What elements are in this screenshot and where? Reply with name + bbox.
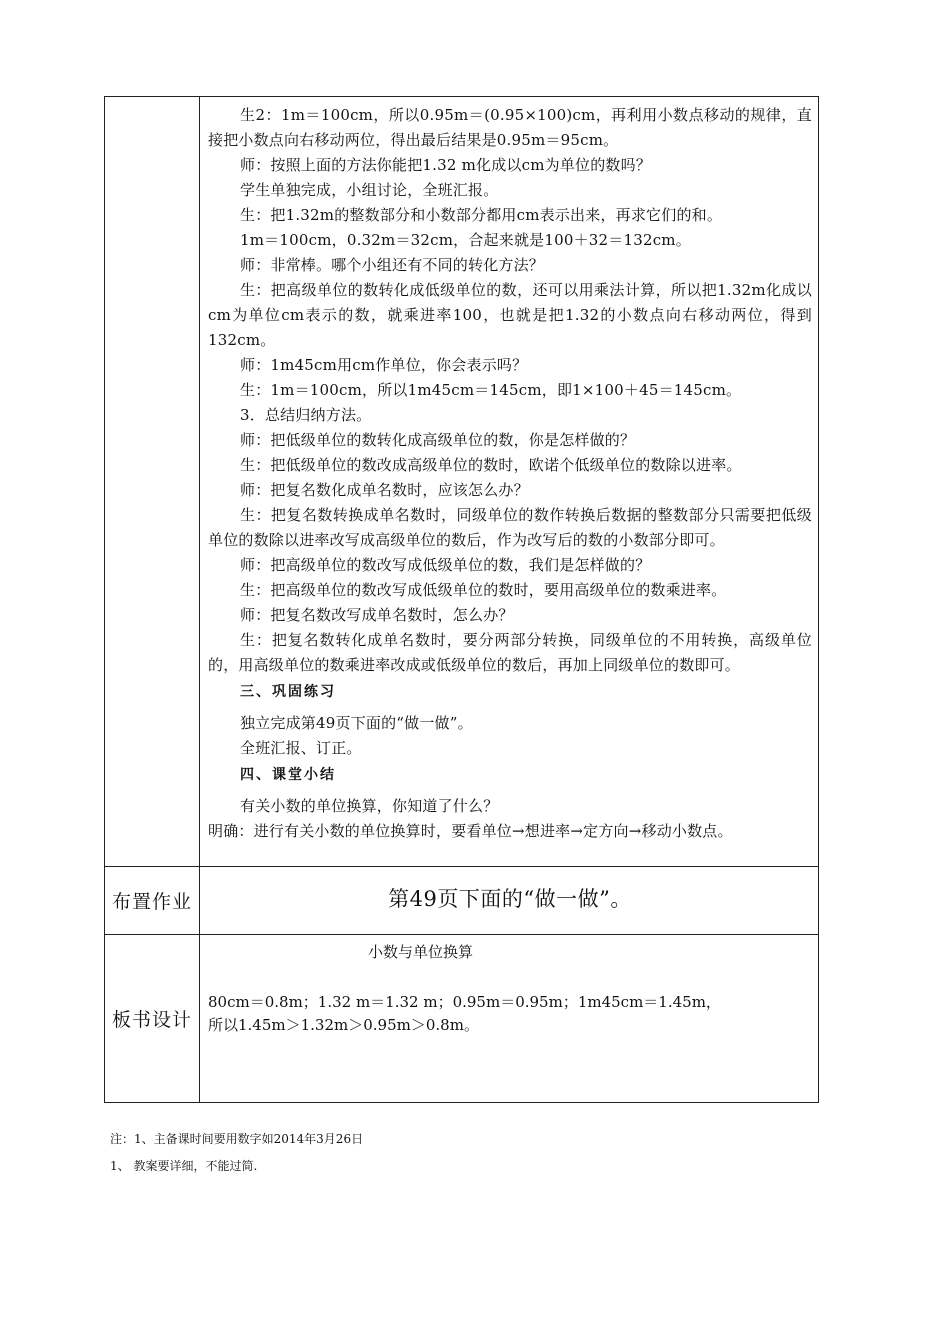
section4-title: 四、课堂小结 [240,767,336,783]
board-label: 板书设计 [105,935,200,1103]
section3-line: 独立完成第49页下面的“做一做”。 [240,714,473,732]
process-paragraph: 师：非常棒。哪个小组还有不同的转化方法？ [240,256,545,274]
homework-label: 布置作业 [105,867,200,935]
footnote-line: 1、 教案要详细，不能过简. [110,1159,258,1173]
process-paragraph: 生2：1m＝100cm，所以0.95m＝(0.95×100)cm，再利用小数点移动的规律，直接把小数点向右移动两位，得出最后结果是0.95m＝95cm。 [208,106,812,149]
lesson-plan-table [104,96,819,1103]
homework-row [105,867,819,935]
board-line: 80cm＝0.8m；1.32 m＝1.32 m；0.95m＝0.95m；1m45cm＝1.45m， [208,993,721,1011]
process-content [200,97,819,867]
process-paragraph: 师：按照上面的方法你能把1.32 m化成以cm为单位的数吗？ [240,156,652,174]
board-title: 小数与单位换算 [368,943,474,961]
process-paragraph: 生：把1.32m的整数部分和小数部分都用cm表示出来，再求它们的和。 [240,206,723,224]
process-paragraph: 师：把高级单位的数改写成低级单位的数，我们是怎样做的？ [240,556,651,574]
process-label-cell [105,97,200,867]
process-paragraph: 生：把高级单位的数转化成低级单位的数，还可以用乘法计算，所以把1.32m化成以cm为单位cm表示的数，就乘进率100，也就是把1.32的小数点向右移动两位，得到132cm。 [208,281,812,349]
process-paragraph: 生：把低级单位的数改成高级单位的数时，欧诺个低级单位的数除以进率。 [240,456,742,474]
process-paragraph: 1m＝100cm，0.32m＝32cm，合起来就是100＋32＝132cm。 [240,231,691,249]
process-paragraph: 师：1m45cm用cm作单位，你会表示吗？ [240,356,528,374]
process-paragraph: 师：把复名数改写成单名数时，怎么办？ [240,606,514,624]
process-paragraph: 生：把复名数转换成单名数时，同级单位的数作转换后数据的整数部分只需要把低级单位的数除以进率改写成高级单位的数后，作为改写后的数的小数部分即可。 [208,506,812,549]
section4-line: 有关小数的单位换算，你知道了什么？ [240,797,499,815]
footnote-line: 注：1、主备课时间要用数字如2014年3月26日 [110,1132,364,1146]
process-paragraph: 学生单独完成，小组讨论，全班汇报。 [240,181,499,199]
process-paragraph: 师：把复名数化成单名数时，应该怎么办？ [240,481,529,499]
process-paragraphs [208,103,812,678]
process-paragraph: 3．总结归纳方法。 [240,406,372,424]
homework-text: 第49页下面的“做一做”。 [388,887,632,911]
board-row [105,935,819,1103]
process-row [105,97,819,867]
section3-title: 三、巩固练习 [240,684,336,700]
board-line: 所以1.45m＞1.32m＞0.95m＞0.8m。 [208,1016,479,1034]
process-paragraph: 师：把低级单位的数转化成高级单位的数，你是怎样做的？ [240,431,636,449]
section3-line: 全班汇报、订正。 [240,739,362,757]
homework-content [200,867,819,935]
process-paragraph: 生：把复名数转化成单名数时，要分两部分转换，同级单位的不用转换，高级单位的，用高级单位的数乘进率改成或低级单位的数后，再加上同级单位的数即可。 [208,631,812,674]
process-paragraph: 生：把高级单位的数改写成低级单位的数时，要用高级单位的数乘进率。 [240,581,727,599]
section4-conclusion: 明确：进行有关小数的单位换算时，要看单位→想进率→定方向→移动小数点。 [208,822,733,840]
board-content [200,935,819,1103]
process-paragraph: 生：1m＝100cm，所以1m45cm＝145cm，即1×100＋45＝145cm。 [240,381,742,399]
